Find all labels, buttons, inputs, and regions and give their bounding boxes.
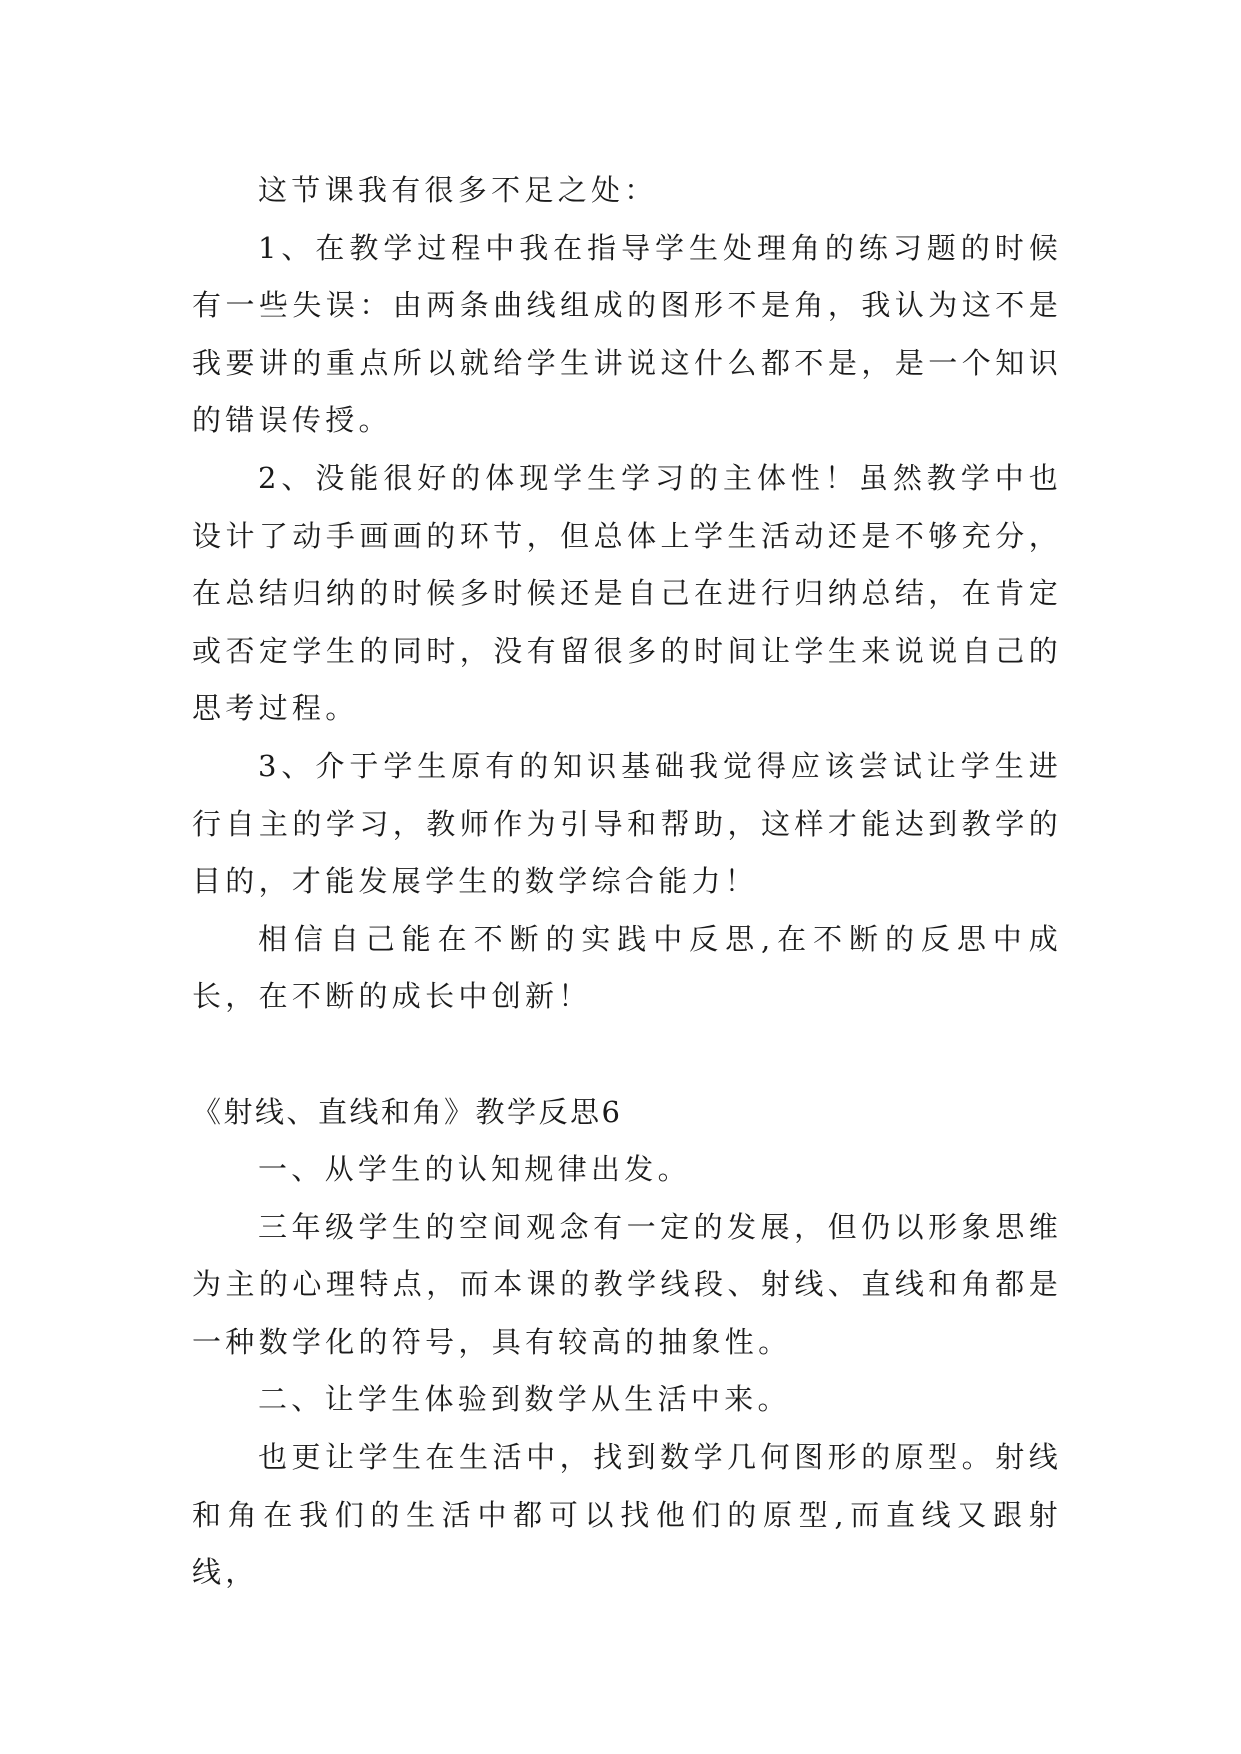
paragraph-subheading-1: 一、从学生的认知规律出发。 [258,1152,691,1187]
paragraph-point-2: 2、没能很好的体现学生学习的主体性！虽然教学中也设计了动手画画的环节，但总体上学生活动还是不够充分，在总结归纳的时候多时候还是自己在进行归纳总结，在肯定或否定学生的同时，没有留很多的时间让学生来说说自己的思考过程。 [192,460,1062,726]
paragraph-intro: 这节课我有很多不足之处： [258,173,658,207]
paragraph-point-1: 1、在教学过程中我在指导学生处理角的练习题的时候有一些失误：由两条曲线组成的图形不是角，我认为这不是我要讲的重点所以就给学生讲说这什么都不是，是一个知识的错误传授。 [192,230,1062,438]
document-body [192,162,1062,1602]
paragraph-body-1: 三年级学生的空间观念有一定的发展，但仍以形象思维为主的心理特点，而本课的教学线段、射线、直线和角都是一种数学化的符号，具有较高的抽象性。 [192,1209,1062,1359]
paragraph-body-2: 也更让学生在生活中，找到数学几何图形的原型。射线和角在我们的生活中都可以找他们的原型,而直线又跟射线， [192,1440,1062,1590]
paragraph-conclusion: 相信自己能在不断的实践中反思,在不断的反思中成长，在不断的成长中创新！ [192,921,1062,1014]
section-title: 《射线、直线和角》教学反思6 [192,1094,623,1129]
section-spacer [192,1026,1062,1084]
paragraph-point-3: 3、介于学生原有的知识基础我觉得应该尝试让学生进行自主的学习，教师作为引导和帮助，这样才能达到教学的目的，才能发展学生的数学综合能力！ [192,748,1062,899]
paragraph-subheading-2: 二、让学生体验到数学从生活中来。 [258,1382,791,1417]
